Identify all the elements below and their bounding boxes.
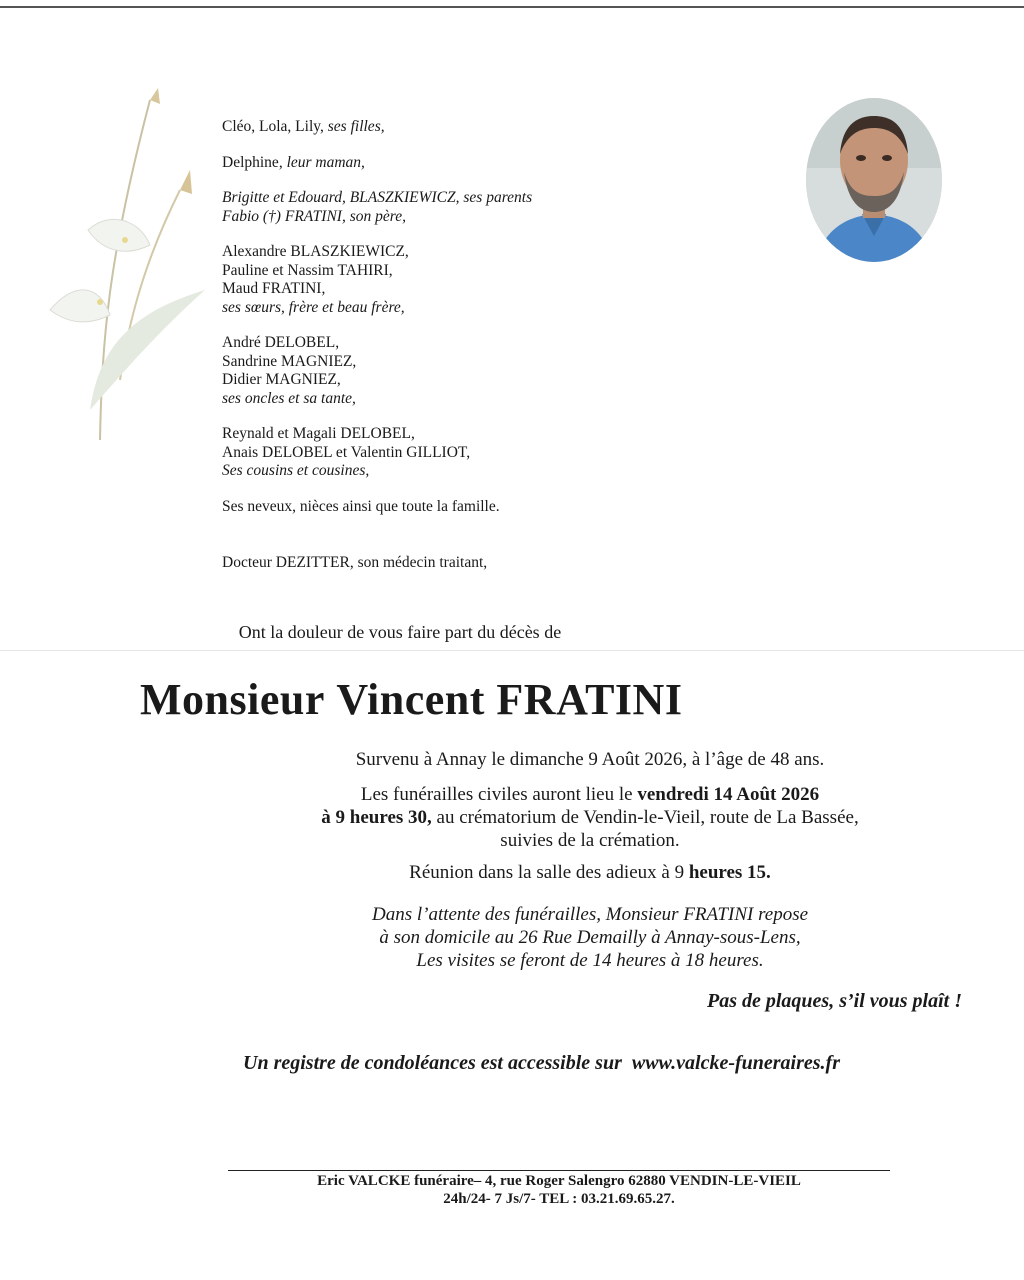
family-line: Alexandre BLASZKIEWICZ, [222, 243, 409, 260]
footer-address: Eric VALCKE funéraire– 4, rue Roger Salengro 62880 VENDIN-LE-VIEIL [317, 1173, 801, 1189]
death-details [280, 748, 900, 771]
top-border [0, 6, 1024, 8]
family-line: Sandrine MAGNIEZ, [222, 352, 357, 370]
footer-divider [228, 1170, 890, 1171]
family-line: Pauline et Nassim TAHIRI, [222, 261, 393, 279]
deceased-name [140, 674, 1024, 725]
funeral-place: au crématorium de Vendin-le-Vieil, route de La Bassée, [431, 807, 859, 828]
family-relation: ses oncles et sa tante, [222, 389, 356, 407]
register-url[interactable]: www.valcke-funeraires.fr [631, 1052, 840, 1074]
family-line: Didier MAGNIEZ, [222, 371, 341, 388]
funeral-text: Les funérailles civiles auront lieu le [360, 784, 638, 805]
register-text: Un registre de condoléances est accessible sur [243, 1052, 622, 1074]
fold-line [0, 650, 1024, 651]
family-relation: ses filles, [327, 118, 385, 135]
family-group-uncles [222, 334, 782, 408]
repose-line: Les visites se feront de 14 heures à 18 heures. [416, 950, 764, 971]
announcement-intro: Ont la douleur de vous faire part du décès de [238, 622, 562, 642]
survenu-line: Survenu à Annay le dimanche 9 Août 2026, à l’âge de 48 ans. [355, 749, 825, 770]
family-line: Ses neveux, nièces ainsi que toute la famille. [222, 497, 500, 515]
family-list [222, 118, 782, 590]
family-line: Docteur DEZITTER, son médecin traitant, [222, 554, 488, 571]
family-line: Anais DELOBEL et Valentin GILLIOT, [222, 443, 471, 461]
repose-line: Dans l’attente des funérailles, Monsieur FRATINI repose [371, 904, 809, 925]
repose-details [280, 903, 900, 972]
footer-contact: 24h/24- 7 Js/7- TEL : 03.21.69.65.27. [443, 1191, 675, 1207]
no-plaques-notice: Pas de plaques, s’il vous plaît ! [706, 990, 962, 1012]
family-group-mother [222, 154, 782, 173]
family-line: Reynald et Magali DELOBEL, [222, 425, 415, 442]
funeral-date: vendredi 14 Août 2026 [637, 784, 820, 805]
funeral-end: suivies de la crémation. [500, 830, 680, 851]
name-prefix: Monsieur [140, 675, 325, 724]
reunion-details [280, 861, 900, 884]
family-relation: Ses cousins et cousines, [222, 462, 370, 479]
family-line: Maud FRATINI, [222, 280, 326, 297]
repose-line: à son domicile au 26 Rue Demailly à Annay-sous-Lens, [379, 927, 801, 948]
family-group-siblings [222, 243, 782, 317]
family-line: André DELOBEL, [222, 334, 340, 351]
family-group-cousins [222, 425, 782, 481]
portrait-photo [806, 98, 942, 262]
family-group-daughters [222, 118, 782, 137]
footer [228, 1172, 890, 1208]
family-line: Brigitte et Edouard, BLASZKIEWICZ, ses parents [222, 189, 533, 206]
funeral-details [280, 783, 900, 852]
family-names: Cléo, Lola, Lily, [222, 118, 328, 135]
reunion-text: Réunion dans la salle des adieux à 9 [409, 862, 689, 883]
lily-flower-illustration [30, 80, 230, 440]
family-group-doctor [222, 554, 782, 573]
condolence-register [243, 1052, 840, 1075]
family-names: Delphine, [222, 153, 287, 171]
family-line: Fabio (†) FRATINI, son père, [222, 207, 406, 225]
reunion-time: heures 15. [688, 862, 771, 883]
funeral-time: à 9 heures 30, [321, 807, 432, 828]
name-full: Vincent FRATINI [336, 675, 683, 724]
family-relation: leur maman, [286, 153, 365, 171]
family-relation: ses sœurs, frère et beau frère, [222, 298, 405, 316]
family-group-parents [222, 189, 782, 226]
family-group-extended [222, 498, 782, 517]
